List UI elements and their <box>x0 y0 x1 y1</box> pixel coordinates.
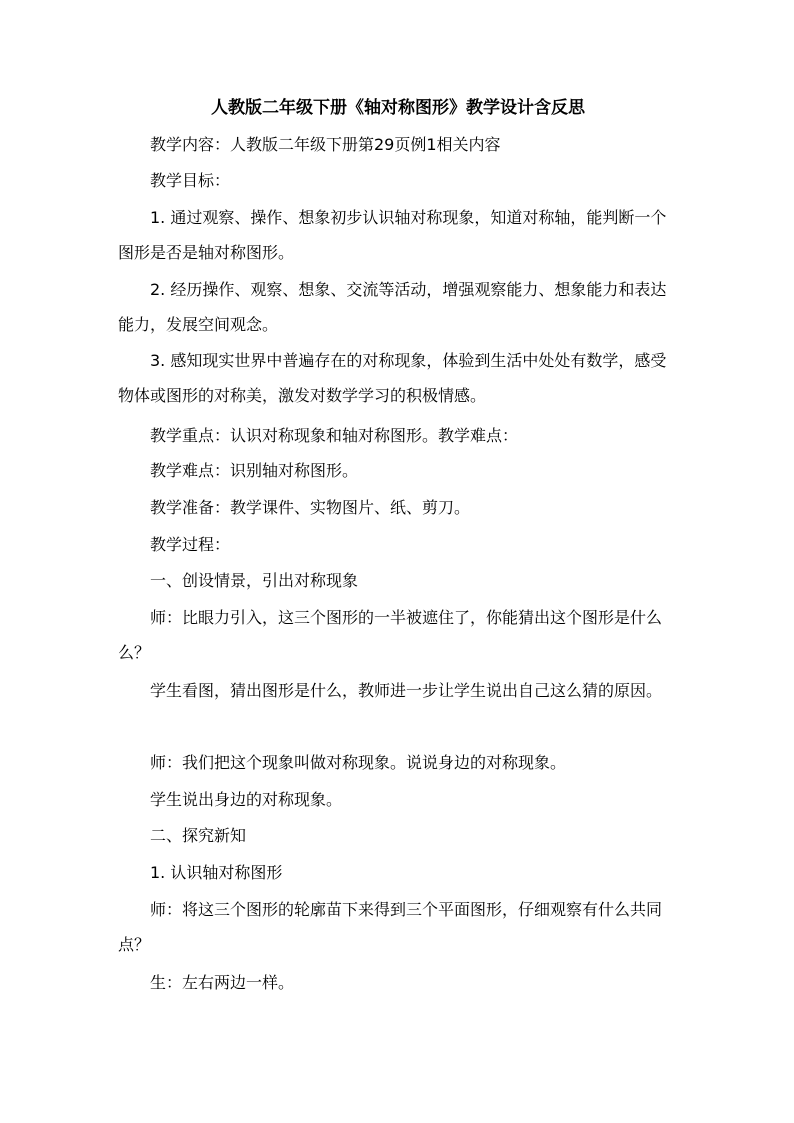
paragraph-goal-2: 2. 经历操作、观察、想象、交流等活动，增强观察能力、想象能力和表达能力，发展空间观念。 <box>118 280 667 334</box>
paragraph-teacher-symmetry: 师：我们把这个现象叫做对称现象。说说身边的对称现象。 <box>150 753 567 772</box>
paragraph-student-answer: 生：左右两边一样。 <box>150 973 295 992</box>
paragraph-key-points: 教学重点：认识对称现象和轴对称图形。教学难点： <box>150 426 519 445</box>
paragraph-teacher-intro: 师：比眼力引入，这三个图形的一半被遮住了，你能猜出这个图形是什么么？ <box>118 608 663 662</box>
paragraph-process-heading: 教学过程： <box>150 535 231 554</box>
section-heading-2: 二、探究新知 <box>150 826 247 845</box>
paragraph-teacher-outline: 师：将这三个图形的轮廓苗下来得到三个平面图形，仔细观察有什么共同点？ <box>118 900 663 954</box>
paragraph-teaching-content: 教学内容：人教版二年级下册第29页例1相关内容 <box>150 135 501 154</box>
paragraph-teaching-goals-heading: 教学目标： <box>150 171 231 190</box>
subsection-heading-1: 1. 认识轴对称图形 <box>150 863 283 882</box>
paragraph-goal-1: 1. 通过观察、操作、想象初步认识轴对称现象，知道对称轴，能判断一个图形是否是轴对称图形。 <box>118 208 667 262</box>
paragraph-goal-3: 3. 感知现实世界中普遍存在的对称现象，体验到生活中处处有数学，感受物体或图形的对称美，激发对数学学习的积极情感。 <box>118 351 667 405</box>
paragraph-difficulties: 教学难点：识别轴对称图形。 <box>150 461 359 480</box>
section-heading-1: 一、创设情景，引出对称现象 <box>150 571 359 590</box>
paragraph-preparation: 教学准备：教学课件、实物图片、纸、剪刀。 <box>150 498 471 517</box>
paragraph-students-guess: 学生看图，猜出图形是什么，教师进一步让学生说出自己这么猜的原因。 <box>150 681 663 700</box>
paragraph-students-examples: 学生说出身边的对称现象。 <box>150 790 343 809</box>
document-title: 人教版二年级下册《轴对称图形》教学设计含反思 <box>211 98 585 118</box>
